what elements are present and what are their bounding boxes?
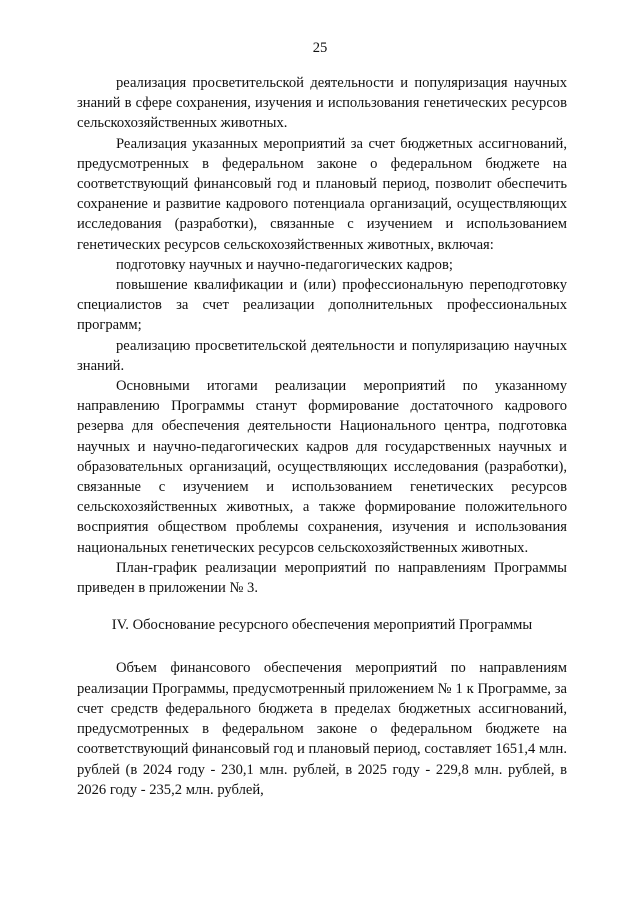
paragraph: подготовку научных и научно-педагогических кадров; [116,256,453,273]
paragraph: Основными итогами реализации мероприятий по указанному направлению Программы станут формирование достаточного кадрового резерва для обеспечения деятельности Национального центра, подготовка научных и научно-педагогических кадров для государственных научных и образовательных организаций, осуществляющих исследования (разработки), связанные с изучением и использованием генетических ресурсов сельскохозяйственных животных, а также формирование положительного восприятия обществом проблемы сохранения, изучения и использования национальных генетических ресурсов сельскохозяйственных животных. [77,378,567,556]
paragraph: повышение квалификации и (или) профессиональную переподготовку специалистов за счет реализации дополнительных профессиональных программ; [77,277,567,334]
document-body [77,73,567,800]
paragraph: Объем финансового обеспечения мероприятий по направлениям реализации Программы, предусмотренный приложением № 1 к Программе, за счет средств федерального бюджета в пределах бюджетных ассигнований, предусмотренных в федеральном законе о федеральном бюджете на соответствующий финансовый год и плановый период, составляет 1651,4 млн. рублей (в 2024 году - 230,1 млн. рублей, в 2025 году - 229,8 млн. рублей, в 2026 году - 235,2 млн. рублей, [77,660,567,798]
paragraph: реализация просветительской деятельности и популяризация научных знаний в сфере сохранения, изучения и использования генетических ресурсов сельскохозяйственных животных. [77,75,567,132]
paragraph: План-график реализации мероприятий по направлениям Программы приведен в приложении № 3. [77,559,567,597]
paragraph: реализацию просветительской деятельности и популяризацию научных знаний. [77,337,567,374]
section-heading: IV. Обоснование ресурсного обеспечения мероприятий Программы [111,617,533,634]
paragraph: Реализация указанных мероприятий за счет бюджетных ассигнований, предусмотренных в федеральном законе о федеральном бюджете на соответствующий финансовый год и плановый период, позволит обеспечить сохранение и развитие кадрового потенциала организаций, осуществляющих исследования (разработки), связанные с изучением и использованием генетических ресурсов сельскохозяйственных животных, включая: [77,135,567,253]
page-number: 25 [312,40,328,56]
